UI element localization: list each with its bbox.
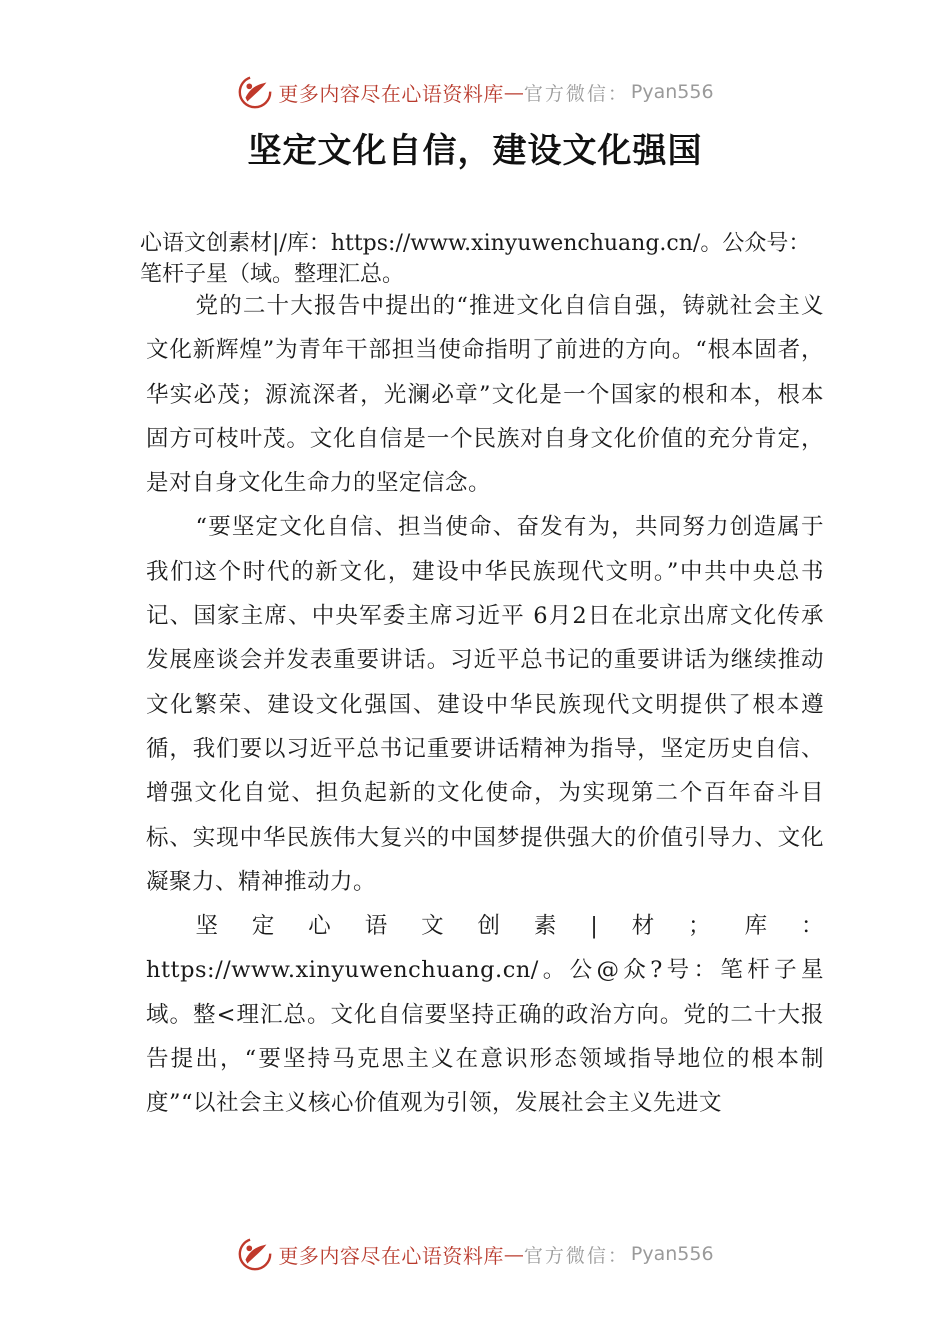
header-banner: [0, 70, 950, 114]
library-logo-icon: [236, 1235, 274, 1273]
document-body: [146, 284, 824, 1126]
source-note: 心语文创素材|/库：https://www.xinyuwenchuang.cn/。公众号：笔杆子星（域。整理汇总。: [140, 231, 811, 287]
paragraph: 坚定心语文创素|材；库：https://www.xinyuwenchuang.cn/。公@众?号：笔杆子星域。整<理汇总。文化自信要坚持正确的政治方向。党的二十大报告提出，“要坚持马克思主义在意识形态领域指导地位的根本制度”“以社会主义核心价值观为引领，发展社会主义先进文: [146, 913, 824, 1117]
banner-separator: —: [503, 80, 524, 104]
footer-banner: [0, 1232, 950, 1276]
banner-wechat-label: 官方微信：: [523, 1244, 629, 1267]
banner-wechat-id: Pyan556: [630, 1243, 714, 1265]
document-title: 坚定文化自信，建设文化强国: [247, 131, 703, 171]
library-logo-icon: [236, 73, 274, 111]
banner-separator: —: [503, 1242, 524, 1266]
banner-main-text: 更多内容尽在心语资料库: [278, 81, 504, 106]
banner-wechat-label: 官方微信：: [523, 82, 629, 105]
paragraph: 党的二十大报告中提出的“推进文化自信自强，铸就社会主义文化新辉煌”为青年干部担当使命指明了前进的方向。“根本固者，华实必茂；源流深者，光澜必章”文化是一个国家的根和本，根本固方可枝叶茂。文化自信是一个民族对自身文化价值的充分肯定，是对自身文化生命力的坚定信念。: [146, 293, 824, 497]
paragraph: “要坚定文化自信、担当使命、奋发有为，共同努力创造属于我们这个时代的新文化，建设中华民族现代文明。”中共中央总书记、国家主席、中央军委主席习近平 6月2日在北京出席文化传承发展座谈会并发表重要讲话。习近平总书记的重要讲话为继续推动文化繁荣、建设文化强国、建设中华民族现代文明提供了根本遵循，我们要以习近平总书记重要讲话精神为指导，坚定历史自信、增强文化自觉、担负起新的文化使命，为实现第二个百年奋斗目标、实现中华民族伟大复兴的中国梦提供强大的价值引导力、文化凝聚力、精神推动力。: [146, 514, 824, 895]
banner-main-text: 更多内容尽在心语资料库: [278, 1243, 504, 1268]
banner-wechat-id: Pyan556: [630, 81, 714, 103]
